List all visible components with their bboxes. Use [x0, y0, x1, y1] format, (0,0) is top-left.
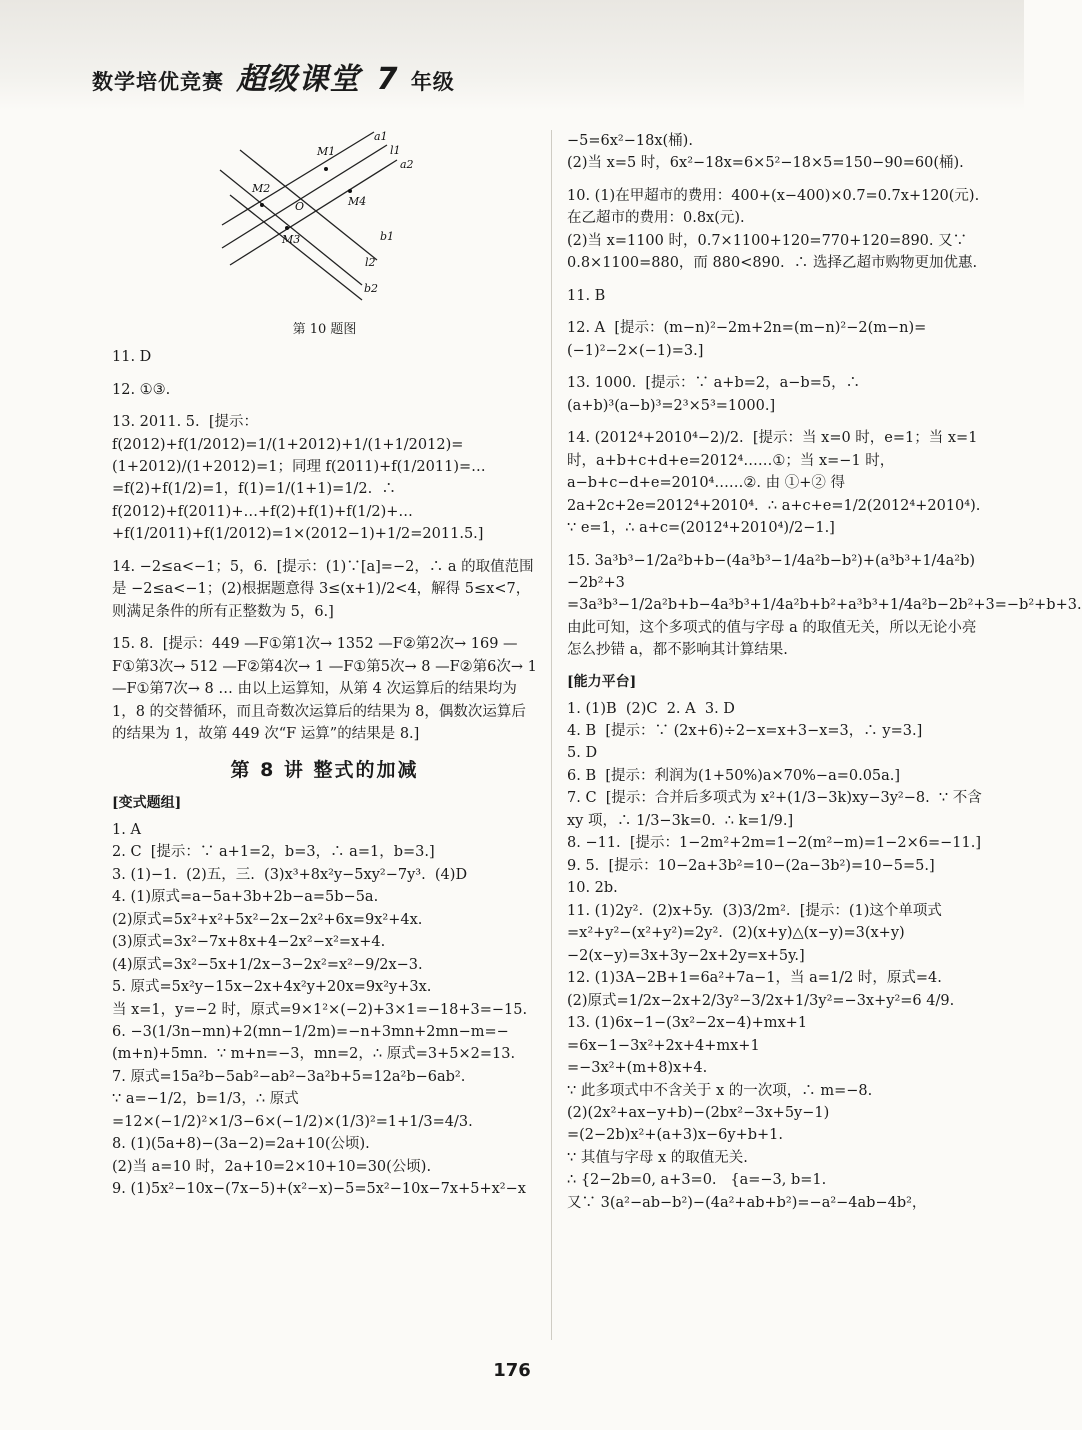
answer-item: 11. (1)2y². (2)x+5y. (3)3/2m². [提示：(1)这个单项式=x²+y²−(x²+y²)=2y². (2)(x+y)△(x−y)=3(x+y)−2(x−y)=3x+3y−2x+2y=x+5y.] — [567, 902, 942, 964]
page-header — [0, 0, 1024, 110]
answer-item: 6. B [提示：利润为(1+50%)a×70%−a=0.05a.] — [567, 767, 901, 784]
series-name: 数学培优竞赛 — [92, 70, 224, 94]
section-heading: [变式题组] — [112, 795, 182, 812]
answer-item: 12. (1)3A−2B+1=6a²+7a−1，当 a=1/2 时，原式=4. (2)原式=1/2x−2x+2/3y²−3/2x+1/3y²=−3x+y²=6 4/9. — [567, 970, 955, 1009]
answer-item: 8. (1)(5a+8)−(3a−2)=2a+10(公顷). (2)当 a=10 时，2a+10=2×10+10=30(公顷). — [112, 1136, 432, 1175]
answer-item: 12. ①③. — [112, 381, 171, 398]
answer-item: 1. A — [112, 821, 141, 838]
grade-number: 7 — [376, 62, 399, 97]
grade-suffix: 年级 — [410, 70, 455, 94]
answer-item: 4. (1)原式=a−5a+3b+2b−a=5b−5a. (2)原式=5x²+x²+5x²−2x−2x²+6x=9x²+4x. (3)原式=3x²−7x+8x+4−2x²−x²=x+4. (4)原式=3x²−5x+1/2x−3−2x²=x²−9/2x−3. — [112, 889, 423, 973]
answer-item: 14. −2≤a<−1；5，6. [提示：(1)∵[a]=−2，∴ a 的取值范围是 −2≤a<−1；(2)根据题意得 3≤(x+1)/2<4，解得 5≤x<7，则满足条件的所有正整数为 5，6.] — [112, 558, 534, 620]
section-heading: [能力平台] — [567, 673, 637, 690]
answer-item: 14. (2012⁴+2010⁴−2)/2. [提示：当 x=0 时，e=1；当 x=1 时，a+b+c+d+e=2012⁴……①；当 x=−1 时，a−b+c−d+e=2010⁴……②. 由 ①+② 得 2a+2c+2e=2012⁴+2010⁴. ∴ a+c+e=1/2(2012⁴+2010⁴). ∵ e=1，∴ a+c=(2012⁴+2010⁴)/2−1.] — [567, 430, 990, 537]
answer-item: 6. −3(1/3n−mn)+2(mn−1/2m)=−n+3mn+2mn−m=−(m+n)+5mn. ∵ m+n=−3，mn=2，∴ 原式=3+5×2=13. — [112, 1023, 516, 1063]
answer-item: 10. (1)在甲超市的费用：400+(x−400)×0.7=0.7x+120(元). 在乙超市的费用：0.8x(元). (2)当 x=1100 时，0.7×1100+120=770+120=890. 又∵ 0.8×1100=880，而 880<890. ∴ 选择乙超市购物更加优惠. — [567, 187, 980, 272]
answer-item: 15. 3a³b³−1/2a²b+b−(4a³b³−1/4a²b−b²)+(a³b³+1/4a²b)−2b²+3 =3a³b³−1/2a²b+b−4a³b³+1/4a²b+b²+a³b³+1/4a²b−2b²+3=−b²+b+3. 由此可知，这个多项式的值与字母 a 的取值无关，所以无论小亮怎么抄错 a，都不影响其计算结果. — [567, 552, 1082, 659]
figure-caption: 第 10 题图 — [292, 322, 357, 337]
label-l2: l2 — [365, 256, 376, 269]
label-M3: M3 — [282, 233, 301, 246]
lecture-title: 第 8 讲 整式的加减 — [230, 758, 419, 781]
answer-item: 3. (1)−1. (2)五，三. (3)x³+8x²y−5xy²−7y³. (4)D — [112, 866, 468, 883]
geometry-figure — [112, 130, 537, 320]
left-column — [112, 130, 542, 1201]
answer-item: 11. D — [112, 349, 152, 366]
label-M1: M1 — [317, 145, 336, 158]
answer-item: 12. A [提示：(m−n)²−2m+2n=(m−n)²−2(m−n)=(−1)²−2×(−1)=3.] — [567, 320, 927, 359]
label-M2: M2 — [252, 182, 271, 195]
label-M4: M4 — [348, 195, 367, 208]
answer-item: 10. 2b. — [567, 880, 618, 897]
answer-item: 5. D — [567, 745, 598, 762]
answer-item: 7. 原式=15a²b−5ab²−ab²−3a²b+5=12a²b−6ab². ∵ a=−1/2，b=1/3，∴ 原式=12×(−1/2)²×1/3−6×(−1/2)×(1/3)²=1+1/3=4/3. — [112, 1068, 473, 1130]
answer-item: 9. 5. [提示：10−2a+3b²=10−(2a−3b²)=10−5=5.] — [567, 857, 935, 874]
answer-item: 13. 2011. 5. [提示：f(2012)+f(1/2012)=1/(1+2012)+1/(1+1/2012)=(1+2012)/(1+2012)=1；同理 f(2011)+f(1/2011)=…=f(2)+f(1/2)=1，f(1)=1/(1+1)=1/2. ∴ f(2012)+f(2011)+…+f(2)+f(1)+f(1/2)+…+f(1/2011)+f(1/2012)=1×(2012−1)+1/2=2011.5.] — [112, 414, 486, 543]
label-a2: a2 — [400, 158, 414, 171]
label-a1: a1 — [374, 130, 388, 143]
answer-item: 13. (1)6x−1−(3x²−2x−4)+mx+1 =6x−1−3x²+2x+4+mx+1 =−3x²+(m+8)x+4. ∵ 此多项式中不含关于 x 的一次项，∴ m=−8. (2)(2x²+ax−y+b)−(2bx²−3x+5y−1) =(2−2b)x²+(a+3)x−6y+b+1. ∵ 其值与字母 x 的取值无关. ∴ {2−2b=0, a+3=0. {a=−3, b=1. 又∵ 3(a²−ab−b²)−(4a²+ab+b²)=−a²−4ab−4b²， — [567, 1015, 927, 1211]
answer-item: 5. 原式=5x²y−15x−2x+4x²y+20x=9x²y+3x. 当 x=1，y=−2 时，原式=9×1²×(−2)+3×1=−18+3=−15. — [112, 979, 528, 1018]
answer-item: 2. C [提示：∵ a+1=2，b=3，∴ a=1，b=3.] — [112, 844, 435, 861]
answer-item: −5=6x²−18x(桶). (2)当 x=5 时，6x²−18x=6×5²−18×5=150−90=60(桶). — [567, 133, 964, 172]
column-divider — [551, 130, 552, 1340]
answer-item: 13. 1000. [提示：∵ a+b=2，a−b=5，∴ (a+b)³(a−b)³=2³×5³=1000.] — [567, 375, 865, 414]
brand-name: 超级课堂 — [236, 62, 361, 97]
answer-item: 1. (1)B (2)C 2. A 3. D — [567, 700, 735, 717]
answer-item: 7. C [提示：合并后多项式为 x²+(1/3−3k)xy−3y²−8. ∵ 不含 xy 项，∴ 1/3−3k=0. ∴ k=1/9.] — [567, 790, 987, 829]
label-l1: l1 — [390, 144, 401, 157]
answer-item: 9. (1)5x²−10x−(7x−5)+(x²−x)−5=5x²−10x−7x+5+x²−x — [112, 1181, 526, 1198]
page-number: 176 — [493, 1360, 531, 1381]
answer-item: 11. B — [567, 287, 606, 304]
answer-item: 8. −11. [提示：1−2m²+2m=1−2(m²−m)=1−2×6=−11.] — [567, 835, 981, 852]
answer-item: 4. B [提示：∵ (2x+6)÷2−x=x+3−x=3，∴ y=3.] — [567, 723, 923, 739]
label-O: O — [295, 200, 305, 213]
label-b2: b2 — [364, 282, 379, 295]
book-title — [92, 54, 455, 98]
parallel-lines-diagram — [112, 130, 537, 320]
label-b1: b1 — [380, 230, 395, 243]
answer-item: 15. 8. [提示：449 —F①第1次→ 1352 —F②第2次→ 169 —F①第3次→ 512 —F②第4次→ 1 —F①第5次→ 8 —F②第6次→ 1 —F①第7次→ 8 … 由以上运算知，从第 4 次运算后的结果均为 1，8 的交替循环，而且奇数次运算后的结果为 8，偶数次运算后的结果为 1，故第 449 次“F 运算”的结果是 8.] — [112, 636, 542, 743]
right-column — [567, 130, 1082, 1214]
